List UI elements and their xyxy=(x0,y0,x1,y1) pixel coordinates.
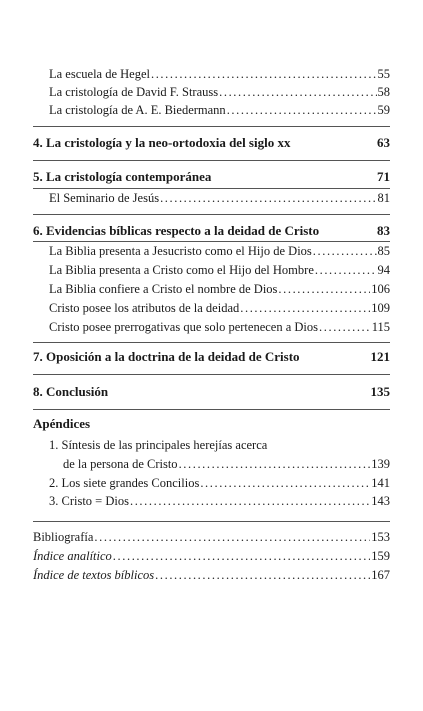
leader-dots xyxy=(179,456,371,472)
divider xyxy=(33,188,390,189)
chapter-page: 63 xyxy=(377,135,390,150)
chapter-title: 6. Evidencias bíblicas respecto a la deidad de Cristo xyxy=(33,223,320,238)
toc-entry xyxy=(33,548,390,564)
leader-dots xyxy=(319,319,371,335)
toc-entry xyxy=(49,300,390,316)
chapter-title: 4. La cristología y la neo-ortodoxia del siglo xx xyxy=(33,135,291,150)
toc-entry-page: 109 xyxy=(371,301,390,315)
toc-entry xyxy=(63,456,390,472)
toc-entry-page: 159 xyxy=(371,549,390,563)
divider xyxy=(33,409,390,410)
toc-entry xyxy=(33,567,390,583)
toc-entry-label: La Biblia confiere a Cristo el nombre de Dios xyxy=(49,282,278,296)
toc-entry-page: 55 xyxy=(377,67,390,81)
toc-entry-label: Bibliografía xyxy=(33,530,94,544)
chapter-page: 135 xyxy=(370,384,390,399)
toc-entry-label: de la persona de Cristo xyxy=(63,457,178,471)
leader-dots xyxy=(160,190,376,206)
chapter-heading xyxy=(33,135,390,151)
toc-entry-page: 115 xyxy=(371,320,390,334)
chapter-title: 5. La cristología contemporánea xyxy=(33,169,212,184)
toc-entry xyxy=(49,319,390,335)
toc-entry-label: Índice analítico xyxy=(33,549,112,563)
toc-entry-page: 85 xyxy=(377,244,390,258)
toc-entry-page: 106 xyxy=(371,282,390,296)
appendix-item-line: 1. Síntesis de las principales herejías acerca xyxy=(49,438,268,452)
chapter-page: 71 xyxy=(377,169,390,184)
toc-entry-page: 153 xyxy=(371,530,390,544)
toc-entry-label: La Biblia presenta a Cristo como el Hijo del Hombre xyxy=(49,263,314,277)
toc-entry-page: 94 xyxy=(377,263,390,277)
chapter-title: 8. Conclusión xyxy=(33,384,109,399)
toc-entry xyxy=(49,475,390,491)
toc-entry-label: La cristología de A. E. Biedermann xyxy=(49,103,226,117)
divider xyxy=(33,241,390,242)
chapter-page: 83 xyxy=(377,223,390,238)
toc-entry-label: La cristología de David F. Strauss xyxy=(49,85,219,99)
toc-entry-page: 58 xyxy=(377,85,390,99)
divider xyxy=(33,126,390,127)
toc-entry-page: 143 xyxy=(371,494,390,508)
toc-entry-page: 81 xyxy=(377,191,390,205)
divider xyxy=(33,214,390,215)
chapter-heading xyxy=(33,223,390,239)
appendices-heading: Apéndices xyxy=(33,416,91,431)
toc-entry xyxy=(49,84,390,100)
toc-entry-label: 3. Cristo = Dios xyxy=(49,494,129,508)
chapter-page: 121 xyxy=(370,349,390,364)
chapter-heading xyxy=(33,169,390,185)
toc-entry-label: Cristo posee los atributos de la deidad xyxy=(49,301,240,315)
leader-dots xyxy=(227,102,377,118)
chapter-heading xyxy=(33,384,390,400)
toc-entry xyxy=(49,66,390,82)
toc-entry-label: Índice de textos bíblicos xyxy=(33,568,155,582)
toc-entry-label: Cristo posee prerrogativas que solo pertenecen a Dios xyxy=(49,320,319,334)
leader-dots xyxy=(200,475,370,491)
toc-entry xyxy=(49,281,390,297)
leader-dots xyxy=(219,84,376,100)
toc-entry-label: La escuela de Hegel xyxy=(49,67,150,81)
toc-entry xyxy=(33,529,390,545)
leader-dots xyxy=(155,567,370,583)
leader-dots xyxy=(94,529,370,545)
divider xyxy=(33,160,390,161)
toc-entry-page: 141 xyxy=(371,476,390,490)
toc-entry xyxy=(49,190,390,206)
divider xyxy=(33,342,390,343)
toc-entry-label: 2. Los siete grandes Concilios xyxy=(49,476,200,490)
toc-entry-label: El Seminario de Jesús xyxy=(49,191,160,205)
toc-entry-page: 59 xyxy=(377,103,390,117)
leader-dots xyxy=(113,548,370,564)
leader-dots xyxy=(313,243,377,259)
toc-entry xyxy=(49,102,390,118)
toc-entry-page: 139 xyxy=(371,457,390,471)
toc-entry xyxy=(49,493,390,509)
divider xyxy=(33,521,390,522)
leader-dots xyxy=(315,262,377,278)
chapter-heading xyxy=(33,349,390,365)
leader-dots xyxy=(130,493,370,509)
leader-dots xyxy=(240,300,370,316)
toc-entry-label: La Biblia presenta a Jesucristo como el Hijo de Dios xyxy=(49,244,312,258)
leader-dots xyxy=(278,281,370,297)
toc-entry-page: 167 xyxy=(371,568,390,582)
leader-dots xyxy=(151,66,377,82)
divider xyxy=(33,374,390,375)
toc-entry xyxy=(49,243,390,259)
toc-entry xyxy=(49,262,390,278)
chapter-title: 7. Oposición a la doctrina de la deidad de Cristo xyxy=(33,349,300,364)
